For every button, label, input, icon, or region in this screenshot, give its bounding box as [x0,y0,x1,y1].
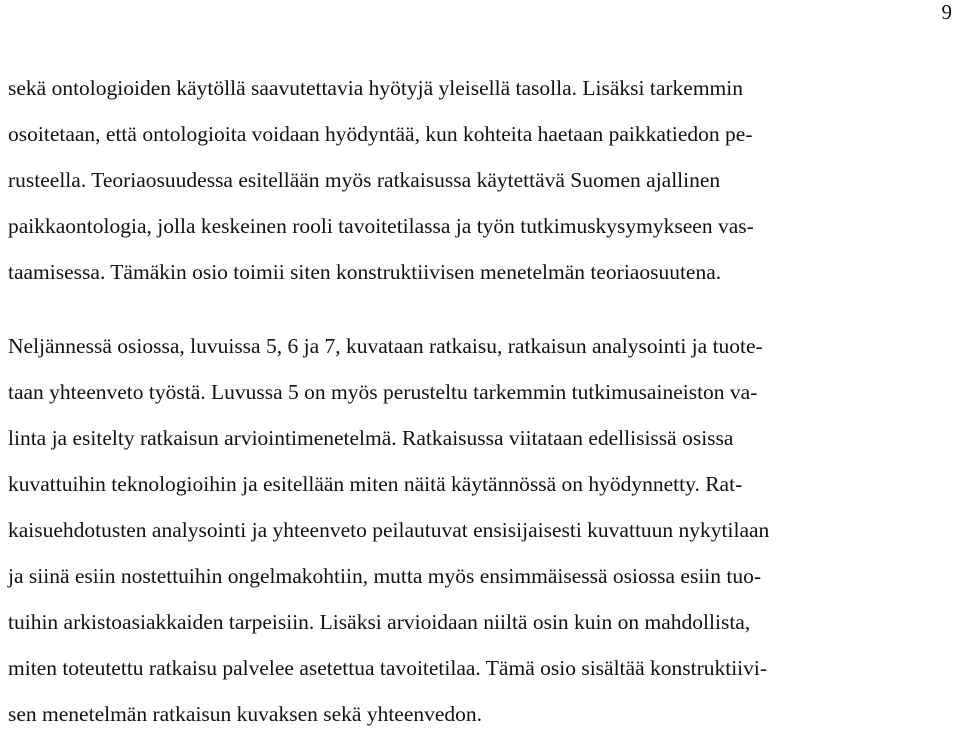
paragraph-line: sen menetelmän ratkaisun kuvaksen sekä yhteenvedon. [8,702,483,726]
paragraph-line: taan yhteenveto työstä. Luvussa 5 on myös perusteltu tarkemmin tutkimusaineiston va- [8,380,758,404]
paragraph-line: tuihin arkistoasiakkaiden tarpeisiin. Lisäksi arvioidaan niiltä osin kuin on mahdollista, [8,610,751,634]
paragraph-line: ja siinä esiin nostettuihin ongelmakohtiin, mutta myös ensimmäisessä osiossa esiin tuo- [8,564,762,588]
page-number: 9 [941,0,952,24]
paragraph-line: sekä ontologioiden käytöllä saavutettavia hyötyjä yleisellä tasolla. Lisäksi tarkemmin [8,76,743,100]
paragraph-line: paikkaontologia, jolla keskeinen rooli tavoitetilassa ja työn tutkimuskysymykseen vas- [8,214,754,238]
paragraph-line: miten toteutettu ratkaisu palvelee asetettua tavoitetilaa. Tämä osio sisältää konstruktiivi- [8,656,768,680]
paragraph-line: kuvattuihin teknologioihin ja esitellään miten näitä käytännössä on hyödynnetty. Rat- [8,472,743,496]
paragraph-line: linta ja esitelty ratkaisun arviointimenetelmä. Ratkaisussa viitataan edellisissä osissa [8,426,734,450]
paragraph-line: kaisuehdotusten analysointi ja yhteenveto peilautuvat ensisijaisesti kuvattuun nykytilaan [8,518,770,542]
paragraph-line: taamisessa. Tämäkin osio toimii siten konstruktiivisen menetelmän teoriaosuutena. [8,260,722,284]
paragraph-line: rusteella. Teoriaosuudessa esitellään myös ratkaisussa käytettävä Suomen ajallinen [8,168,721,192]
paragraph-line: osoitetaan, että ontologioita voidaan hyödyntää, kun kohteita haetaan paikkatiedon pe- [8,122,753,146]
paragraph-line: Neljännessä osiossa, luvuissa 5, 6 ja 7, kuvataan ratkaisu, ratkaisun analysointi ja tuote- [8,334,763,358]
